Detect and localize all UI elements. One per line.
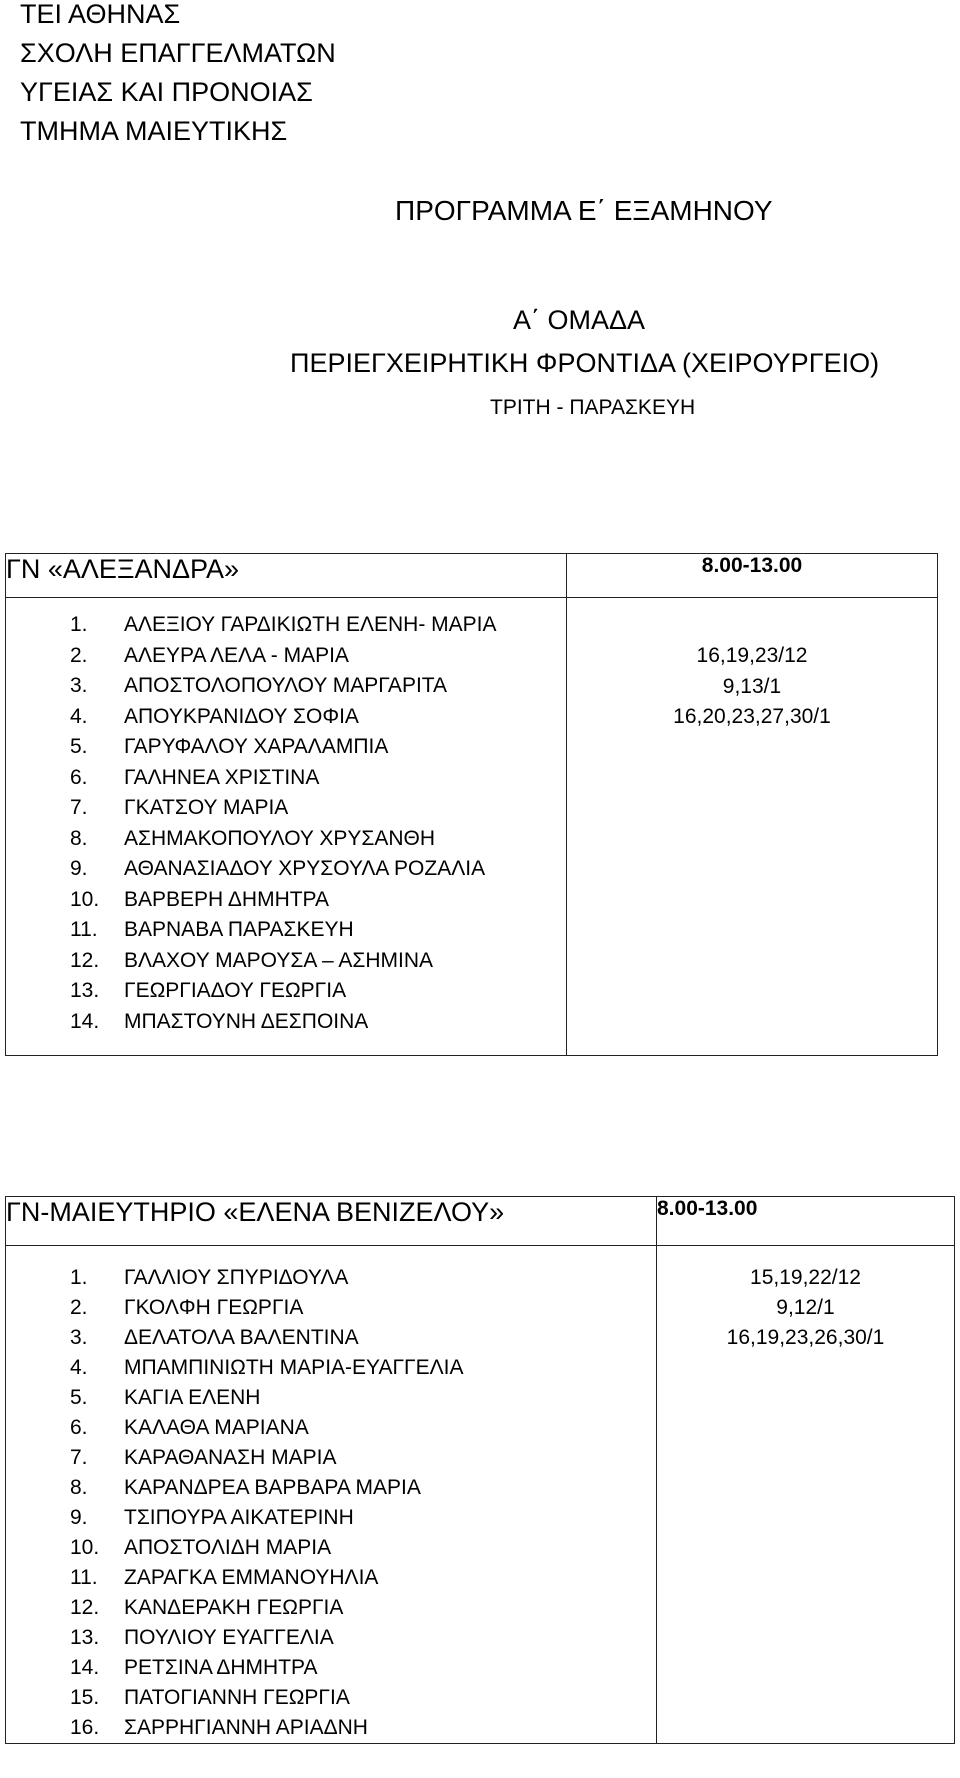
list-item bbox=[6, 915, 566, 946]
table-body-row bbox=[6, 598, 938, 1056]
school-name: ΣΧΟΛΗ ΕΠΑΓΓΕΛΜΑΤΩΝ bbox=[20, 38, 336, 68]
list-item bbox=[6, 1623, 656, 1653]
student-name: ΚΑΛΑΘΑ ΜΑΡΙΑΝΑ bbox=[124, 1416, 309, 1439]
list-item bbox=[6, 1683, 656, 1713]
item-number: 8. bbox=[70, 1476, 88, 1499]
student-list-cell bbox=[6, 598, 567, 1056]
table-header-row bbox=[6, 1197, 955, 1246]
student-list bbox=[6, 1246, 656, 1743]
list-item bbox=[6, 641, 566, 672]
list-item bbox=[6, 793, 566, 824]
item-number: 7. bbox=[70, 796, 88, 819]
clinical-department: ΠΕΡΙΕΓΧΕΙΡΗΤΙΚΗ ΦΡΟΝΤΙΔΑ (ΧΕΙΡΟΥΡΓΕΙΟ) bbox=[290, 348, 880, 378]
list-item bbox=[6, 1713, 656, 1743]
date-entry: 15,19,22/12 bbox=[750, 1266, 861, 1289]
item-number: 1. bbox=[70, 1266, 88, 1289]
item-number: 9. bbox=[70, 857, 88, 880]
item-number: 6. bbox=[70, 1416, 88, 1439]
list-item bbox=[6, 824, 566, 855]
list-item bbox=[6, 610, 566, 641]
student-name: ΓΑΡΥΦΑΛΟΥ ΧΑΡΑΛΑΜΠΙΑ bbox=[124, 735, 389, 758]
student-name: ΣΑΡΡΗΓΙΑΝΝΗ ΑΡΙΑΔΝΗ bbox=[124, 1716, 368, 1739]
list-item bbox=[6, 885, 566, 916]
department-name: ΤΜΗΜΑ ΜΑΙΕΥΤΙΚΗΣ bbox=[20, 116, 288, 146]
item-number: 6. bbox=[70, 765, 88, 789]
student-list-cell bbox=[6, 1246, 657, 1744]
item-number: 4. bbox=[70, 704, 88, 728]
student-name: ΑΛΕΞΙΟΥ ΓΑΡΔΙΚΙΩΤΗ ΕΛΕΝΗ- ΜΑΡΙΑ bbox=[124, 613, 497, 636]
institution-name: ΤΕΙ ΑΘΗΝΑΣ bbox=[20, 0, 181, 29]
list-item bbox=[6, 1653, 656, 1683]
student-name: ΚΑΝΔΕΡΑΚΗ ΓΕΩΡΓΙΑ bbox=[124, 1596, 344, 1619]
item-number: 14. bbox=[70, 1009, 100, 1033]
student-name: ΓΑΛΗΝΕΑ ΧΡΙΣΤΙΝΑ bbox=[124, 765, 320, 789]
list-item bbox=[6, 1593, 656, 1623]
dates-cell bbox=[657, 1246, 955, 1744]
student-name: ΒΑΡΒΕΡΗ ΔΗΜΗΤΡΑ bbox=[124, 887, 330, 911]
item-number: 5. bbox=[70, 1386, 88, 1409]
item-number: 13. bbox=[70, 979, 100, 1002]
group-title: Α΄ ΟΜΑΔΑ bbox=[513, 305, 646, 335]
item-number: 4. bbox=[70, 1356, 88, 1379]
list-item bbox=[6, 946, 566, 977]
student-name: ΑΠΟΣΤΟΛΟΠΟΥΛΟΥ ΜΑΡΓΑΡΙΤΑ bbox=[124, 674, 448, 697]
list-item bbox=[6, 1293, 656, 1323]
item-number: 15. bbox=[70, 1686, 100, 1709]
list-item bbox=[6, 732, 566, 763]
list-item bbox=[6, 1443, 656, 1473]
student-list bbox=[6, 598, 566, 1055]
schedule-table-venizelou bbox=[5, 1196, 955, 1744]
item-number: 2. bbox=[70, 643, 88, 667]
school-name-cont: ΥΓΕΙΑΣ ΚΑΙ ΠΡΟΝΟΙΑΣ bbox=[20, 77, 313, 107]
dates-cell bbox=[567, 598, 938, 1056]
item-number: 10. bbox=[70, 887, 100, 911]
list-item bbox=[6, 1007, 566, 1038]
list-item bbox=[6, 1353, 656, 1383]
item-number: 8. bbox=[70, 826, 88, 850]
item-number: 3. bbox=[70, 674, 88, 697]
student-name: ΒΛΑΧΟΥ ΜΑΡΟΥΣΑ – ΑΣΗΜΙΝΑ bbox=[124, 948, 434, 972]
student-name: ΜΠΑΜΠΙΝΙΩΤΗ ΜΑΡΙΑ-ΕΥΑΓΓΕΛΙΑ bbox=[124, 1356, 464, 1379]
date-entry: 16,19,23/12 bbox=[696, 644, 808, 667]
schedule-days: ΤΡΙΤΗ - ΠΑΡΑΣΚΕΥΗ bbox=[490, 396, 696, 419]
item-number: 11. bbox=[70, 1566, 98, 1589]
list-item bbox=[6, 702, 566, 733]
hospital-name: ΓΝ «ΑΛΕΞΑΝΔΡΑ» bbox=[6, 554, 567, 598]
student-name: ΖΑΡΑΓΚΑ ΕΜΜΑΝΟΥΗΛΙΑ bbox=[124, 1566, 379, 1589]
table-header-row bbox=[6, 554, 938, 598]
list-item bbox=[6, 976, 566, 1007]
item-number: 12. bbox=[70, 948, 100, 972]
list-item bbox=[6, 1383, 656, 1413]
item-number: 10. bbox=[70, 1536, 100, 1559]
student-name: ΑΛΕΥΡΑ ΛΕΛΑ - ΜΑΡΙΑ bbox=[124, 643, 349, 667]
student-name: ΠΟΥΛΙΟΥ ΕΥΑΓΓΕΛΙΑ bbox=[124, 1626, 334, 1649]
date-entry: 9,13/1 bbox=[722, 674, 782, 698]
item-number: 16. bbox=[70, 1716, 100, 1739]
item-number: 3. bbox=[70, 1326, 88, 1349]
student-name: ΓΚΑΤΣΟΥ ΜΑΡΙΑ bbox=[124, 796, 289, 819]
student-name: ΓΚΟΛΦΗ ΓΕΩΡΓΙΑ bbox=[124, 1296, 304, 1319]
schedule-table-alexandra bbox=[5, 553, 938, 1056]
list-item bbox=[6, 1503, 656, 1533]
item-number: 14. bbox=[70, 1656, 100, 1679]
student-name: ΠΑΤΟΓΙΑΝΝΗ ΓΕΩΡΓΙΑ bbox=[124, 1686, 350, 1709]
student-name: ΚΑΡΑΘΑΝΑΣΗ ΜΑΡΙΑ bbox=[124, 1446, 337, 1469]
student-name: ΔΕΛΑΤΟΛΑ ΒΑΛΕΝΤΙΝΑ bbox=[124, 1326, 359, 1349]
list-item bbox=[6, 1563, 656, 1593]
student-name: ΑΘΑΝΑΣΙΑΔΟΥ ΧΡΥΣΟΥΛΑ ΡΟΖΑΛΙΑ bbox=[124, 857, 486, 880]
student-name: ΑΠΟΣΤΟΛΙΔΗ ΜΑΡΙΑ bbox=[124, 1536, 332, 1559]
date-entry: 16,19,23,26,30/1 bbox=[726, 1326, 885, 1349]
shift-time: 8.00-13.00 bbox=[567, 554, 938, 598]
student-name: ΓΑΛΛΙΟΥ ΣΠΥΡΙΔΟΥΛΑ bbox=[124, 1266, 349, 1289]
item-number: 5. bbox=[70, 735, 88, 758]
student-name: ΑΠΟΥΚΡΑΝΙΔΟΥ ΣΟΦΙΑ bbox=[124, 704, 359, 728]
list-item bbox=[6, 1413, 656, 1443]
date-entry: 16,20,23,27,30/1 bbox=[673, 705, 831, 728]
item-number: 11. bbox=[70, 918, 98, 941]
student-name: ΒΑΡΝΑΒΑ ΠΑΡΑΣΚΕΥΗ bbox=[124, 918, 354, 941]
student-name: ΚΑΡΑΝΔΡΕΑ ΒΑΡΒΑΡΑ ΜΑΡΙΑ bbox=[124, 1476, 421, 1499]
list-item bbox=[6, 854, 566, 885]
student-name: ΑΣΗΜΑΚΟΠΟΥΛΟΥ ΧΡΥΣΑΝΘΗ bbox=[124, 826, 436, 850]
list-item bbox=[6, 1263, 656, 1293]
item-number: 2. bbox=[70, 1296, 88, 1319]
date-entry: 9,12/1 bbox=[776, 1296, 835, 1319]
student-name: ΡΕΤΣΙΝΑ ΔΗΜΗΤΡΑ bbox=[124, 1656, 318, 1679]
list-item bbox=[6, 1533, 656, 1563]
list-item bbox=[6, 1473, 656, 1503]
item-number: 13. bbox=[70, 1626, 100, 1649]
table-body-row bbox=[6, 1246, 955, 1744]
item-number: 12. bbox=[70, 1596, 100, 1619]
shift-time: 8.00-13.00 bbox=[657, 1197, 955, 1246]
student-name: ΓΕΩΡΓΙΑΔΟΥ ΓΕΩΡΓΙΑ bbox=[124, 979, 347, 1002]
item-number: 1. bbox=[70, 613, 88, 636]
list-item bbox=[6, 671, 566, 702]
student-name: ΤΣΙΠΟΥΡΑ ΑΙΚΑΤΕΡΙΝΗ bbox=[124, 1506, 354, 1529]
hospital-name: ΓΝ-ΜΑΙΕΥΤΗΡΙΟ «ΕΛΕΝΑ ΒΕΝΙΖΕΛΟΥ» bbox=[6, 1197, 657, 1246]
student-name: ΜΠΑΣΤΟΥΝΗ ΔΕΣΠΟΙΝΑ bbox=[124, 1009, 369, 1033]
student-name: ΚΑΓΙΑ ΕΛΕΝΗ bbox=[124, 1386, 261, 1409]
list-item bbox=[6, 763, 566, 794]
program-title: ΠΡΟΓΡΑΜΜΑ Ε΄ ΕΞΑΜΗΝΟΥ bbox=[395, 195, 773, 226]
item-number: 7. bbox=[70, 1446, 88, 1469]
item-number: 9. bbox=[70, 1506, 88, 1529]
list-item bbox=[6, 1323, 656, 1353]
